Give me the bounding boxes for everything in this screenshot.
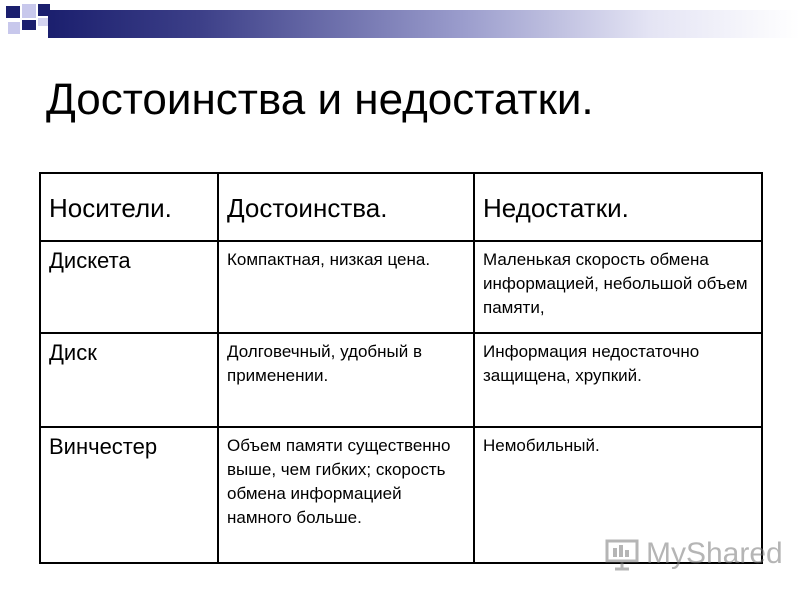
header-media: Носители. bbox=[40, 173, 218, 241]
table-row bbox=[40, 241, 762, 333]
medium-cell: Винчестер bbox=[40, 427, 218, 563]
decor-square bbox=[22, 20, 36, 30]
disadvantages-cell: Маленькая скорость обмена информацией, небольшой объем памяти, bbox=[474, 241, 762, 333]
slide-title: Достоинства и недостатки. bbox=[46, 75, 594, 124]
medium-cell: Диск bbox=[40, 333, 218, 427]
decor-square bbox=[8, 22, 20, 34]
comparison-table bbox=[39, 172, 763, 564]
medium-cell: Дискета bbox=[40, 241, 218, 333]
table-row bbox=[40, 333, 762, 427]
watermark-text: MyShared bbox=[646, 537, 783, 570]
decor-square bbox=[6, 6, 20, 18]
top-gradient-bar bbox=[48, 10, 800, 38]
advantages-cell: Долговечный, удобный в применении. bbox=[218, 333, 474, 427]
presentation-board-icon bbox=[604, 536, 640, 572]
advantages-cell: Компактная, низкая цена. bbox=[218, 241, 474, 333]
watermark bbox=[604, 534, 783, 574]
disadvantages-cell: Информация недостаточно защищена, хрупкий. bbox=[474, 333, 762, 427]
disadvantages-cell: Немобильный. bbox=[474, 427, 762, 563]
table-header-row bbox=[40, 173, 762, 241]
header-disadvantages: Недостатки. bbox=[474, 173, 762, 241]
decor-square bbox=[22, 4, 36, 18]
header-advantages: Достоинства. bbox=[218, 173, 474, 241]
advantages-cell: Объем памяти существенно выше, чем гибких; скорость обмена информацией намного больше. bbox=[218, 427, 474, 563]
